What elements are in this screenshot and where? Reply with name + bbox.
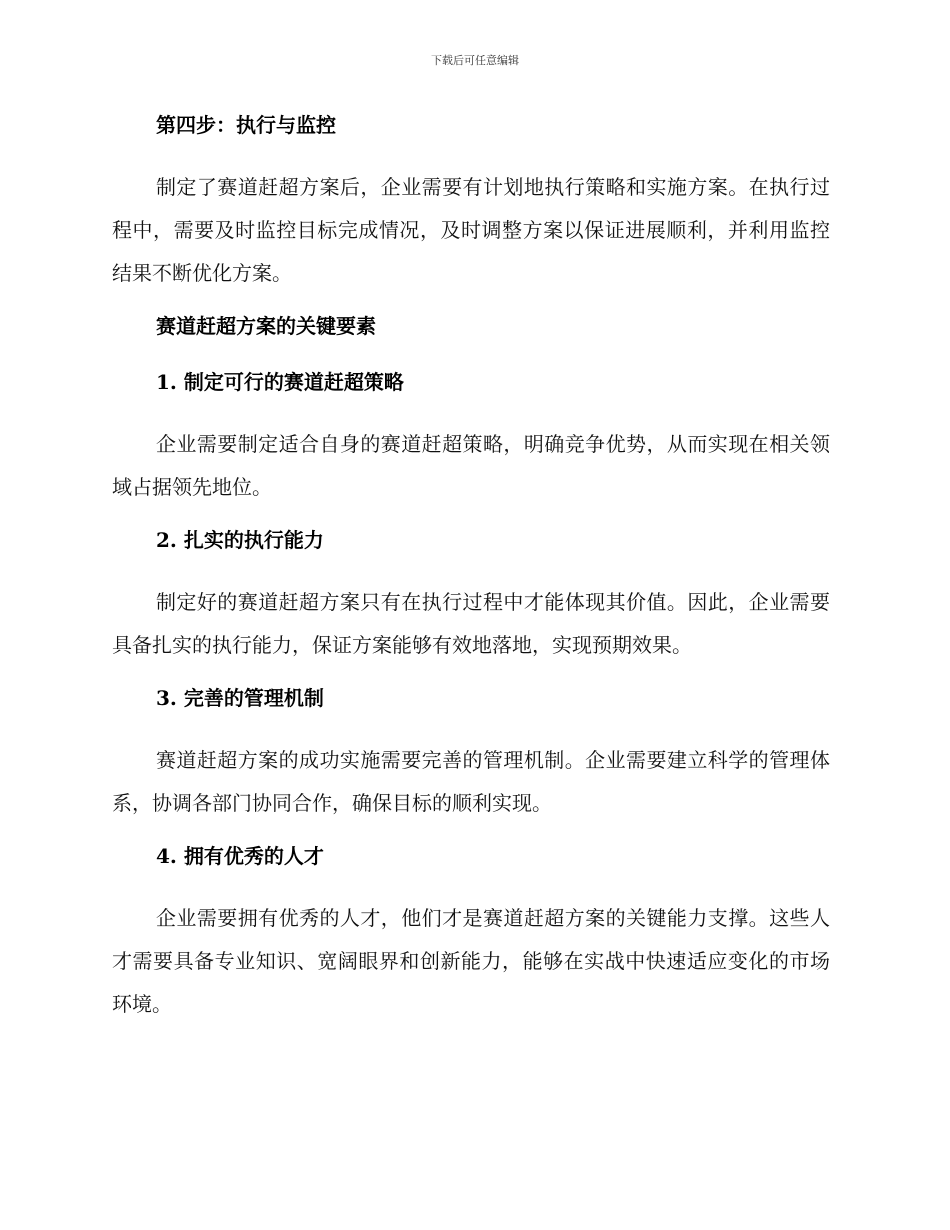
page-header: 下载后可任意编辑 — [431, 54, 519, 67]
section-heading-key-elements: 赛道赶超方案的关键要素 — [156, 314, 376, 338]
section-heading-step4: 第四步：执行与监控 — [156, 113, 336, 137]
paragraph-strategy: 企业需要制定适合自身的赛道赶超策略，明确竞争优势，从而实现在相关领域占据领先地位。 — [112, 432, 830, 499]
paragraph-step4: 制定了赛道赶超方案后，企业需要有计划地执行策略和实施方案。在执行过程中，需要及时监控目标完成情况，及时调整方案以保证进展顺利，并利用监控结果不断优化方案。 — [112, 175, 830, 285]
subheading-talent: 4. 拥有优秀的人才 — [156, 844, 324, 868]
paragraph-management: 赛道赶超方案的成功实施需要完善的管理机制。企业需要建立科学的管理体系，协调各部门协同合作，确保目标的顺利实现。 — [112, 748, 830, 815]
paragraph-execution: 制定好的赛道赶超方案只有在执行过程中才能体现其价值。因此，企业需要具备扎实的执行能力，保证方案能够有效地落地，实现预期效果。 — [112, 590, 830, 657]
paragraph-talent: 企业需要拥有优秀的人才，他们才是赛道赶超方案的关键能力支撑。这些人才需要具备专业知识、宽阔眼界和创新能力，能够在实战中快速适应变化的市场环境。 — [112, 906, 830, 1016]
document-body — [112, 110, 830, 1026]
subheading-management: 3. 完善的管理机制 — [156, 686, 324, 710]
subheading-strategy: 1. 制定可行的赛道赶超策略 — [156, 370, 404, 394]
subheading-execution: 2. 扎实的执行能力 — [156, 528, 324, 552]
